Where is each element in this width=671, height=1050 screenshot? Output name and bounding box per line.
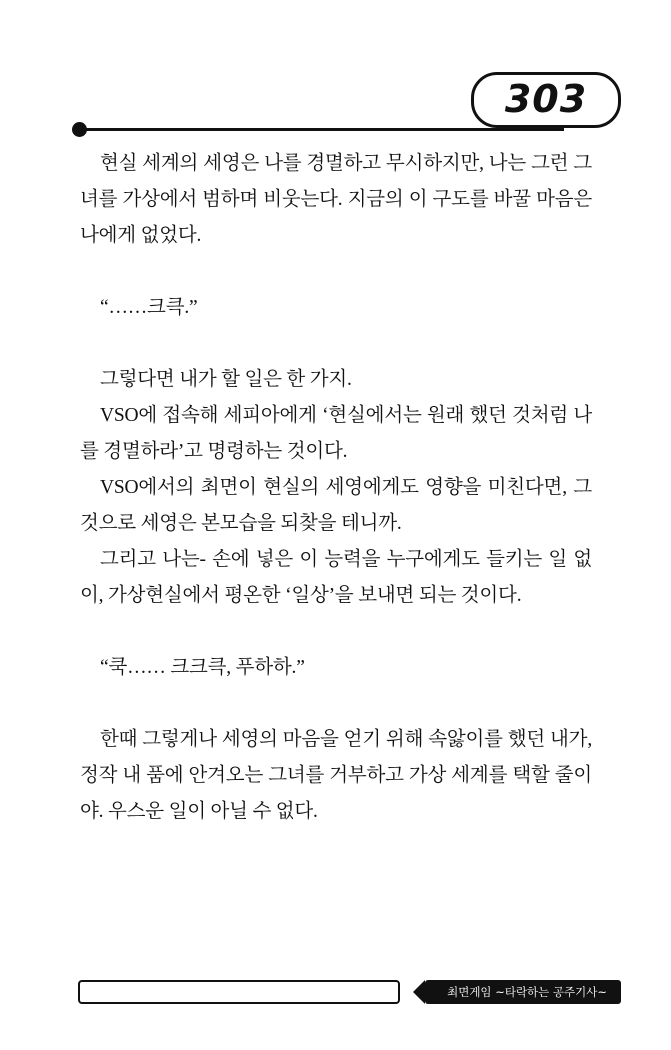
footer-title: 최면게임 ~타락하는 공주기사~ xyxy=(425,980,621,1004)
paragraph-spacer xyxy=(80,326,592,362)
paragraph-spacer xyxy=(80,254,592,290)
header-rule xyxy=(84,128,564,131)
paragraph: 그리고 나는- 손에 넣은 이 능력을 누구에게도 들키는 일 없이, 가상현실에서 평온한 ‘일상’을 보내면 되는 것이다. xyxy=(80,549,592,606)
paragraph: VSO에서의 최면이 현실의 세영에게도 영향을 미친다면, 그것으로 세영은 본모습을 되찾을 테니까. xyxy=(80,477,592,534)
page-footer xyxy=(0,980,671,1010)
paragraph-spacer xyxy=(80,686,592,722)
page-header xyxy=(0,72,671,142)
page-number: 303 xyxy=(504,77,588,121)
paragraph: 그렇다면 내가 할 일은 한 가지. xyxy=(100,369,352,390)
paragraph-spacer xyxy=(80,614,592,650)
dialogue-line: “쿡…… 크크큭, 푸하하.” xyxy=(100,657,305,678)
paragraph: 현실 세계의 세영은 나를 경멸하고 무시하지만, 나는 그런 그녀를 가상에서 범하며 비웃는다. 지금의 이 구도를 바꿀 마음은 나에게 없었다. xyxy=(80,153,592,246)
paragraph: VSO에 접속해 세피아에게 ‘현실에서는 원래 했던 것처럼 나를 경멸하라’고 명령하는 것이다. xyxy=(80,405,592,462)
footer-rule-box xyxy=(78,980,400,1004)
page-body xyxy=(80,146,592,830)
paragraph: 한때 그렇게나 세영의 마음을 얻기 위해 속앓이를 했던 내가, 정작 내 품에 안겨오는 그녀를 거부하고 가상 세계를 택할 줄이야. 우스운 일이 아닐 수 없다. xyxy=(80,729,592,822)
dialogue-line: “……크큭.” xyxy=(100,297,198,318)
